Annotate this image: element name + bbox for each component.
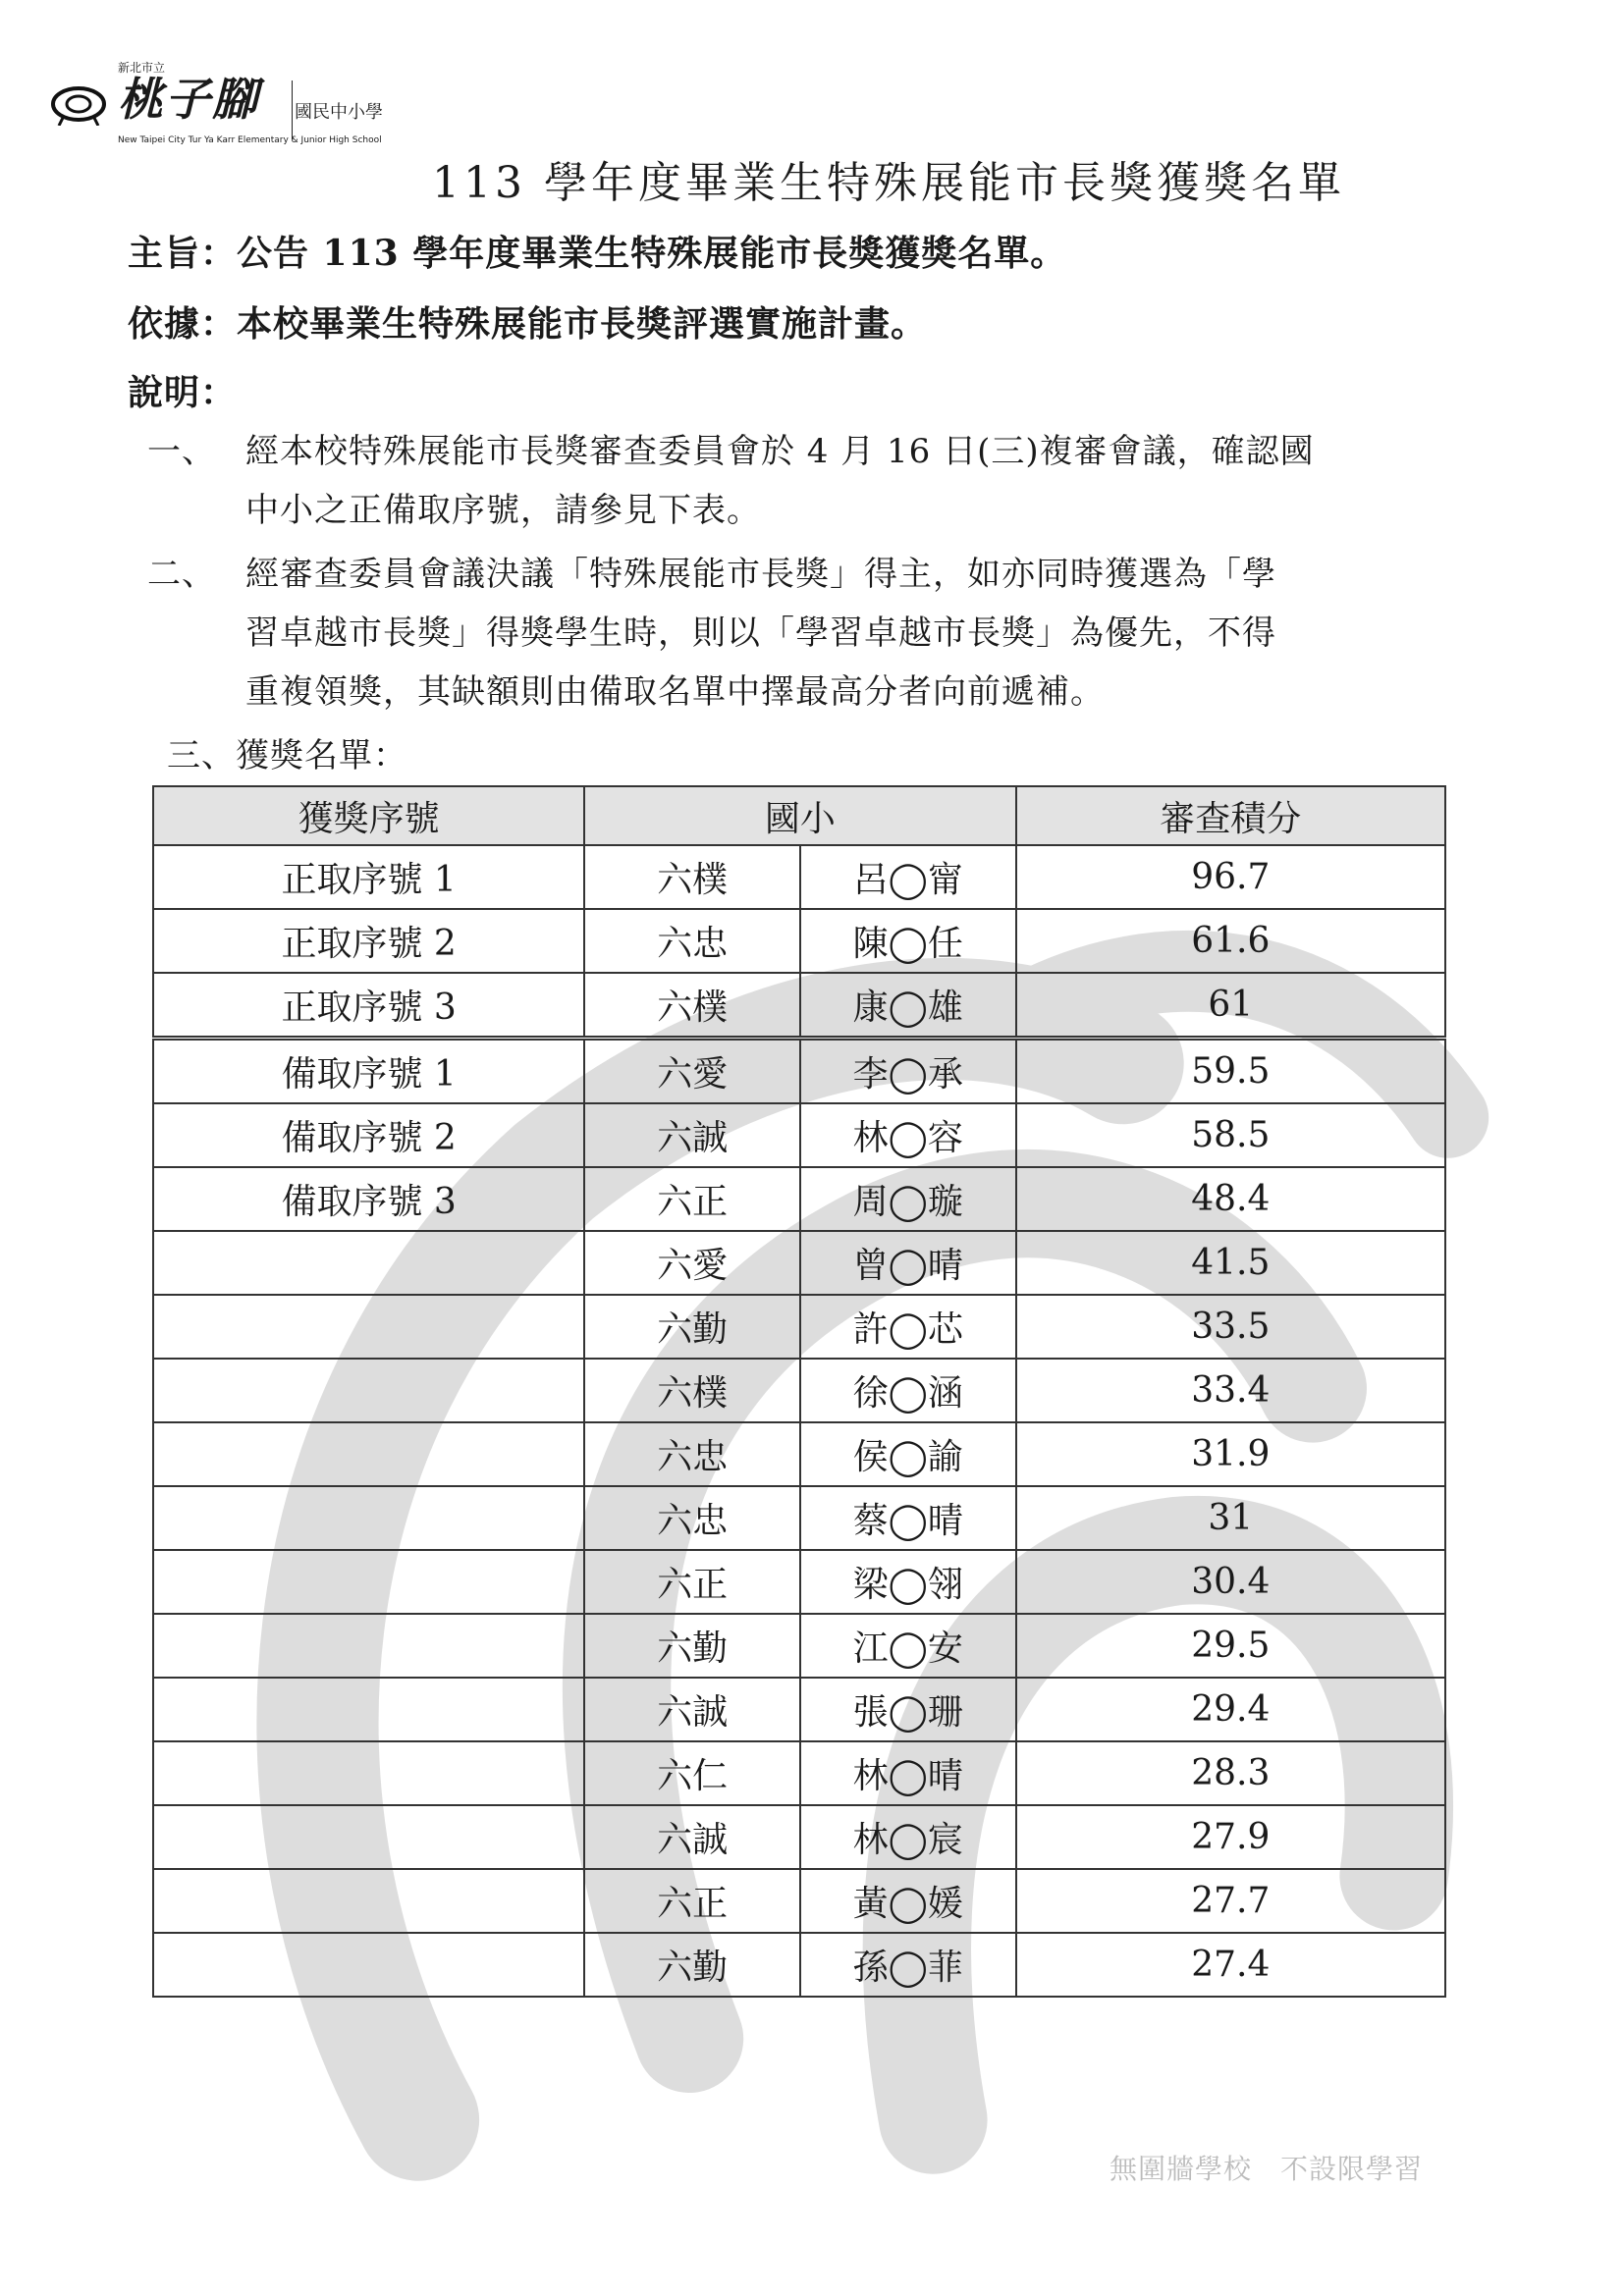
item-number: 二、 bbox=[147, 555, 216, 594]
logo-divider bbox=[292, 80, 293, 139]
table-row bbox=[153, 1103, 1445, 1167]
cell-class: 六勤 bbox=[584, 1295, 800, 1359]
basis-line: 依據：本校畢業生特殊展能市長獎評選實施計畫。 bbox=[128, 303, 928, 345]
award-table bbox=[152, 785, 1446, 1998]
cell-name: 林◯晴 bbox=[800, 1741, 1016, 1805]
cell-rank bbox=[153, 1359, 584, 1422]
cell-class: 六勤 bbox=[584, 1933, 800, 1997]
cell-score: 27.7 bbox=[1016, 1869, 1445, 1933]
cell-class: 六愛 bbox=[584, 1231, 800, 1295]
cell-name: 李◯承 bbox=[800, 1039, 1016, 1104]
header-score: 審查積分 bbox=[1016, 786, 1445, 845]
cell-score: 31.9 bbox=[1016, 1422, 1445, 1486]
cell-name: 蔡◯晴 bbox=[800, 1486, 1016, 1550]
item-text-cont: 習卓越市長獎」得獎學生時，則以「學習卓越市長獎」為優先，不得 bbox=[245, 614, 1276, 653]
table-row bbox=[153, 1678, 1445, 1741]
cell-class: 六忠 bbox=[584, 1486, 800, 1550]
header-school: 國小 bbox=[584, 786, 1015, 845]
cell-score: 58.5 bbox=[1016, 1103, 1445, 1167]
cell-score: 61 bbox=[1016, 973, 1445, 1039]
cell-score: 27.4 bbox=[1016, 1933, 1445, 1997]
cell-score: 33.4 bbox=[1016, 1359, 1445, 1422]
cell-name: 曾◯晴 bbox=[800, 1231, 1016, 1295]
cell-score: 29.4 bbox=[1016, 1678, 1445, 1741]
cell-rank: 正取序號 3 bbox=[153, 973, 584, 1039]
item-text: 經本校特殊展能市長獎審查委員會於 4 月 16 日(三)複審會議，確認國 bbox=[245, 432, 1315, 471]
item-text-cont2: 重複領獎，其缺額則由備取名單中擇最高分者向前遞補。 bbox=[245, 672, 1105, 712]
logo-level: 國民中小學 bbox=[295, 102, 383, 123]
description-label: 說明： bbox=[128, 372, 238, 413]
table-row bbox=[153, 1741, 1445, 1805]
cell-score: 59.5 bbox=[1016, 1039, 1445, 1104]
cell-rank: 備取序號 2 bbox=[153, 1103, 584, 1167]
cell-class: 六仁 bbox=[584, 1741, 800, 1805]
cell-class: 六忠 bbox=[584, 1422, 800, 1486]
cell-class: 六忠 bbox=[584, 909, 800, 973]
table-header-row bbox=[153, 786, 1445, 845]
logo-english-name: New Taipei City Tur Ya Karr Elementary & Junior High School bbox=[118, 135, 382, 145]
table-row bbox=[153, 845, 1445, 909]
table-row bbox=[153, 1869, 1445, 1933]
cell-class: 六誠 bbox=[584, 1678, 800, 1741]
cell-name: 孫◯菲 bbox=[800, 1933, 1016, 1997]
header-rank: 獲獎序號 bbox=[153, 786, 584, 845]
cell-score: 27.9 bbox=[1016, 1805, 1445, 1869]
cell-rank bbox=[153, 1614, 584, 1678]
logo-city: 新北市立 bbox=[118, 61, 166, 75]
table-row bbox=[153, 1422, 1445, 1486]
item-text: 三、獲獎名單： bbox=[167, 736, 407, 775]
page-title: 113 學年度畢業生特殊展能市長獎獲獎名單 bbox=[432, 158, 1345, 208]
cell-rank: 正取序號 2 bbox=[153, 909, 584, 973]
item-text-cont: 中小之正備取序號，請參見下表。 bbox=[245, 491, 761, 530]
cell-rank bbox=[153, 1933, 584, 1997]
item-text: 經審查委員會議決議「特殊展能市長獎」得主，如亦同時獲選為「學 bbox=[245, 555, 1276, 594]
table-row bbox=[153, 973, 1445, 1039]
cell-rank: 備取序號 3 bbox=[153, 1167, 584, 1231]
cell-score: 30.4 bbox=[1016, 1550, 1445, 1614]
cell-score: 41.5 bbox=[1016, 1231, 1445, 1295]
cell-class: 六愛 bbox=[584, 1039, 800, 1104]
cell-score: 96.7 bbox=[1016, 845, 1445, 909]
cell-class: 六樸 bbox=[584, 973, 800, 1039]
cell-class: 六正 bbox=[584, 1167, 800, 1231]
table-row bbox=[153, 1550, 1445, 1614]
cell-rank bbox=[153, 1678, 584, 1741]
cell-rank bbox=[153, 1486, 584, 1550]
school-emblem-icon bbox=[49, 80, 108, 126]
cell-rank bbox=[153, 1231, 584, 1295]
cell-name: 許◯芯 bbox=[800, 1295, 1016, 1359]
cell-rank: 備取序號 1 bbox=[153, 1039, 584, 1104]
cell-class: 六樸 bbox=[584, 1359, 800, 1422]
cell-rank bbox=[153, 1422, 584, 1486]
table-row bbox=[153, 1167, 1445, 1231]
table-row bbox=[153, 1614, 1445, 1678]
cell-score: 48.4 bbox=[1016, 1167, 1445, 1231]
cell-class: 六樸 bbox=[584, 845, 800, 909]
table-row bbox=[153, 1933, 1445, 1997]
cell-score: 29.5 bbox=[1016, 1614, 1445, 1678]
cell-name: 林◯容 bbox=[800, 1103, 1016, 1167]
cell-name: 侯◯諭 bbox=[800, 1422, 1016, 1486]
cell-name: 梁◯翎 bbox=[800, 1550, 1016, 1614]
cell-name: 張◯珊 bbox=[800, 1678, 1016, 1741]
cell-class: 六正 bbox=[584, 1869, 800, 1933]
cell-name: 周◯璇 bbox=[800, 1167, 1016, 1231]
cell-rank bbox=[153, 1295, 584, 1359]
logo-brand: 桃子腳 bbox=[118, 73, 259, 126]
cell-rank bbox=[153, 1805, 584, 1869]
cell-name: 林◯宸 bbox=[800, 1805, 1016, 1869]
cell-name: 陳◯任 bbox=[800, 909, 1016, 973]
cell-class: 六誠 bbox=[584, 1805, 800, 1869]
cell-name: 江◯安 bbox=[800, 1614, 1016, 1678]
cell-rank bbox=[153, 1741, 584, 1805]
cell-rank: 正取序號 1 bbox=[153, 845, 584, 909]
cell-name: 徐◯涵 bbox=[800, 1359, 1016, 1422]
cell-name: 康◯雄 bbox=[800, 973, 1016, 1039]
cell-name: 呂◯甯 bbox=[800, 845, 1016, 909]
cell-score: 61.6 bbox=[1016, 909, 1445, 973]
cell-class: 六勤 bbox=[584, 1614, 800, 1678]
table-row bbox=[153, 1359, 1445, 1422]
table-row bbox=[153, 1486, 1445, 1550]
item-number: 一、 bbox=[147, 432, 216, 471]
footer-slogan: 無圍牆學校 不設限學習 bbox=[1110, 2153, 1424, 2185]
cell-class: 六誠 bbox=[584, 1103, 800, 1167]
table-row bbox=[153, 1039, 1445, 1104]
cell-name: 黃◯媛 bbox=[800, 1869, 1016, 1933]
cell-score: 31 bbox=[1016, 1486, 1445, 1550]
table-row bbox=[153, 1295, 1445, 1359]
cell-class: 六正 bbox=[584, 1550, 800, 1614]
cell-rank bbox=[153, 1550, 584, 1614]
cell-score: 28.3 bbox=[1016, 1741, 1445, 1805]
subject-line: 主旨：公告 113 學年度畢業生特殊展能市長獎獲獎名單。 bbox=[128, 233, 1067, 274]
table-row bbox=[153, 1805, 1445, 1869]
cell-score: 33.5 bbox=[1016, 1295, 1445, 1359]
school-logo bbox=[49, 59, 432, 147]
cell-rank bbox=[153, 1869, 584, 1933]
table-row bbox=[153, 909, 1445, 973]
table-row bbox=[153, 1231, 1445, 1295]
